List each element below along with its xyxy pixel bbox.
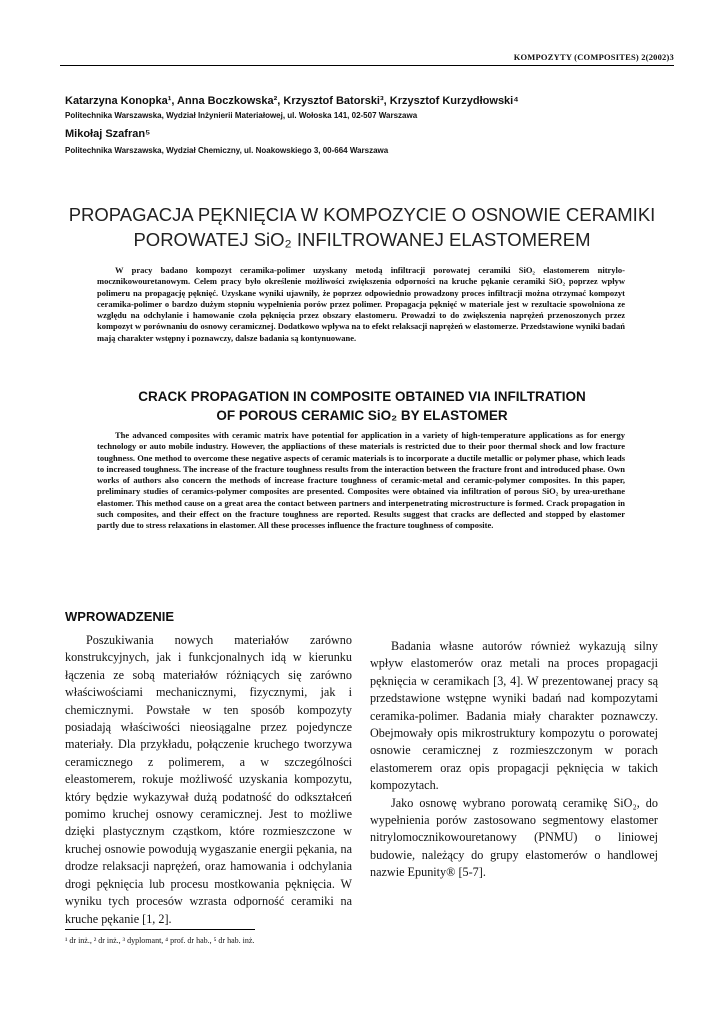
authors-first: Katarzyna Konopka¹, Anna Boczkowska², Krzysztof Batorski³, Krzysztof Kurzydłowski⁴ [65,95,519,107]
right-column [370,638,658,882]
section-heading: WPROWADZENIE [65,609,175,624]
abstract-english: The advanced composites with ceramic matrix have potential for application in a variety of high-temperature applications as for energy technology or auto mobile industry. However, the appliactions of these materials is restricted due to their poor thermal shock and low fracture toughness. One method to overcome these negative aspects of ceramic materials is to incorporate a ductile metallic or polymer phase, which leads to increased toughness. The increase of the fracture toughness results from the interaction between the fracture front and introduced phase. Own works of authors also concern the methods of increase fracture toughness of ceramic-metal and ceramic-polymer composites. In this paper, preliminary studies of ceramics-polymer composites are presented. Composites were obtained via infiltration of porous SiO₂ by urea-urethane elastomer. This method cause on a great area the contact between partners and interpenetrating microstructure is formed. Crack propagation in such composites, and their effect on the fracture toughness are reported. Results suggest that cracks are deflected and stopped by elastomer partly due to stress relaxations in elastomer. All these processes influence the fracture toughness of composite. [97,430,625,531]
right-paragraph-1: Badania własne autorów również wykazują silny wpływ elastomerów oraz metali na proces propagacji pęknięcia w ceramikach [3, 4]. W prezentowanej pracy są przedstawione wstępne wyniki badań nad kompozytami ceramika-polimer. Badania miały charakter poznawczy. Obejmowały opis mikrostruktury kompozytu o porowatej osnowie ceramicznej z rozmieszczonym w porach elastomerem oraz opis propagacji pęknięcia w takich kompozytach. [370,639,658,793]
footnote: ¹ dr inż., ² dr inż., ³ dyplomant, ⁴ prof. dr hab., ⁵ dr hab. inż. [65,936,255,945]
affiliation-second: Politechnika Warszawska, Wydział Chemiczny, ul. Noakowskiego 3, 00-664 Warszawa [65,146,389,155]
right-paragraph-2: Jako osnowę wybrano porowatą ceramikę SiO₂, do wypełnienia porów zastosowano segmentowy elastomer nitrylomocznikowouretanowy (PNMU) o liniowej budowie, należący do grupy elastomerów o handlowej nazwie Epunity® [5-7]. [370,795,658,880]
title-english-line-1: CRACK PROPAGATION IN COMPOSITE OBTAINED VIA INFILTRATION [138,389,586,404]
authors-second: Mikołaj Szafran⁵ [65,128,151,140]
intro-paragraph: Poszukiwania nowych materiałów zarówno konstrukcyjnych, jak i funkcjonalnych idą w kierunku łączenia ze sobą materiałów różniących się zarówno właściwościami mechanicznymi, fizycznymi, jak i chemicznymi. Powstałe w ten sposób kompozyty posiadają właściwości nieosiągalne przez pojedyncze materiały. Dla przykładu, połączenie kruchego tworzywa ceramicznego z polimerem, a w szczególności eleastomerem, rokuje możliwość uzyskania kompozytu, który będzie wykazywał dużą podatność do odkształceń pomimo kruchej osnowy ceramicznej. Jest to możliwe dzięki plastycznym cząstkom, które rozmieszczone w kruchej osnowie powodują wygaszanie energii pękania, na drodze relaksacji naprężeń, oraz hamowania i odchylania drogi pęknięcia lub procesu mostkowania pęknięcia. W wyniku tych procesów wzrasta odporność ceramiki na kruche pękanie [1, 2]. [65,633,352,926]
title-english [60,387,664,425]
journal-header: KOMPOZYTY (COMPOSITES) 2(2002)3 [513,52,674,62]
title-english-line-2: OF POROUS CERAMIC SiO₂ BY ELASTOMER [216,408,508,423]
title-polish [60,202,664,252]
footnote-rule [65,929,255,930]
abstract-polish: W pracy badano kompozyt ceramika-polimer uzyskany metodą infiltracji porowatej ceramiki SiO₂ elastomerem nitrylomocznikowouretanowym. Celem pracy było określenie możliwości zwiększenia odporności na kruche pękanie ceramiki SiO₂ poprzez wpływ polimeru na propagację pęknięć. Uzyskane wyniki ujawniły, że poprzez odpowiednio prowadzony proces infiltracji można otrzymać kompozyt ceramika-polimer o bardzo dużym stopniu wypełnienia porów przez polimer. Propagacja pęknięć w materiale jest w rezultacie spowolniona ze względu na odchylanie i hamowanie czoła pęknięcia przez obszary elastomeru. Prowadzi to do zwiększenia naprężeń przenoszonych przez kompozyt w porównaniu do osnowy ceramicznej. Dodatkowo wpływa na to efekt relaksacji naprężeń w elastomerze. Przedstawione wyniki badań mają charakter wstępny i poznawczy, dalsze badania są kontynuowane. [97,265,625,343]
header-rule [60,65,674,66]
left-column [65,632,352,928]
affiliation-first: Politechnika Warszawska, Wydział Inżynierii Materiałowej, ul. Wołoska 141, 02-507 Warszawa [65,111,418,120]
title-polish-line-1: PROPAGACJA PĘKNIĘCIA W KOMPOZYCIE O OSNOWIE CERAMIKI [68,204,656,225]
title-polish-line-2: POROWATEJ SiO₂ INFILTROWANEJ ELASTOMEREM [133,229,591,250]
